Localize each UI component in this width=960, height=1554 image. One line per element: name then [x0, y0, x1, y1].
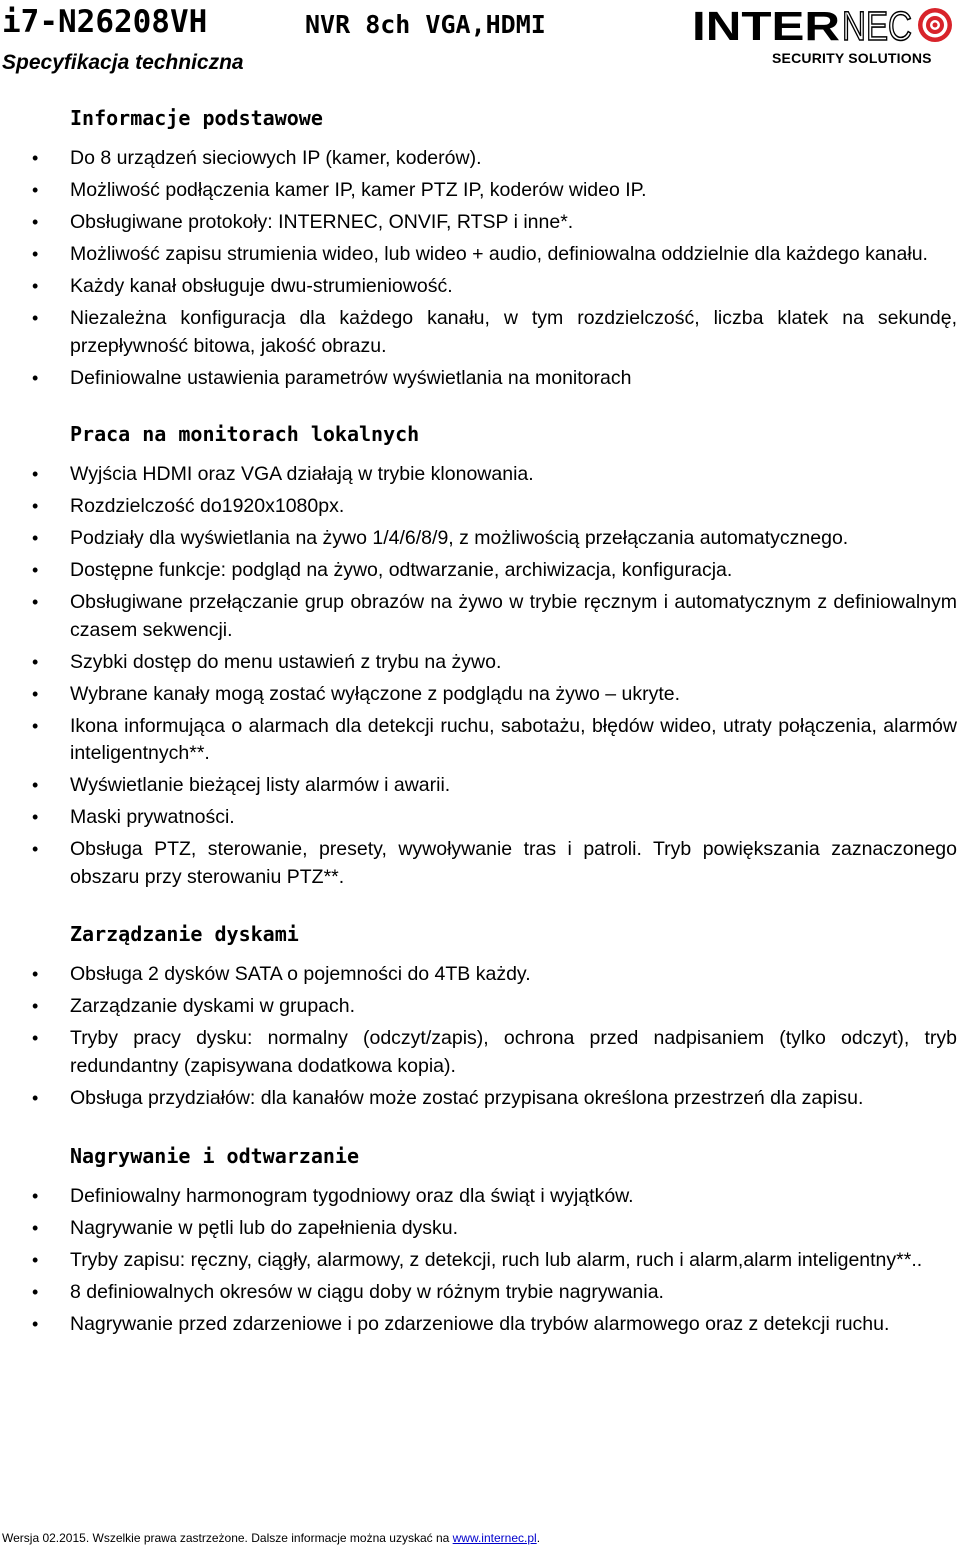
- product-name: NVR 8ch VGA,HDMI: [305, 10, 546, 39]
- feature-list: [0, 461, 960, 891]
- section-local-monitors: [0, 420, 960, 891]
- internec-logo-wordmark: [692, 4, 954, 46]
- section-title: Praca na monitorach lokalnych: [70, 422, 420, 446]
- list-item: • 8 definiowalnych okresów w ciągu doby w różnym trybie nagrywania.: [0, 1279, 960, 1307]
- list-item: • Obsługa przydziałów: dla kanałów może zostać przypisana określona przestrzeń dla zapisu.: [0, 1085, 960, 1113]
- section-disk-management: [0, 920, 960, 1112]
- logo-tagline: SECURITY SOLUTIONS: [772, 50, 932, 66]
- document-subtitle: Specyfikacja techniczna: [2, 51, 244, 74]
- list-item: • Wybrane kanały mogą zostać wyłączone z podglądu na żywo – ukryte.: [0, 681, 960, 709]
- list-item: • Obsługa 2 dysków SATA o pojemności do 4TB każdy.: [0, 961, 960, 989]
- svg-text:INTER: INTER: [692, 4, 840, 46]
- list-item: • Obsługiwane protokoły: INTERNEC, ONVIF, RTSP i inne*.: [0, 209, 960, 237]
- list-item: • Możliwość podłączenia kamer IP, kamer PTZ IP, koderów wideo IP.: [0, 177, 960, 205]
- document-header: [0, 0, 960, 90]
- list-item: • Wyjścia HDMI oraz VGA działają w trybie klonowania.: [0, 461, 960, 489]
- feature-list: [0, 961, 960, 1112]
- feature-list: [0, 1183, 960, 1339]
- page-footer: [2, 1531, 540, 1545]
- website-link[interactable]: www.internec.pl: [452, 1531, 537, 1545]
- section-basic-info: [0, 104, 960, 392]
- list-item: • Zarządzanie dyskami w grupach.: [0, 993, 960, 1021]
- list-item: • Możliwość zapisu strumienia wideo, lub wideo + audio, definiowalna oddzielnie dla każdego kanału.: [0, 241, 960, 269]
- list-item: • Definiowalne ustawienia parametrów wyświetlania na monitorach: [0, 365, 960, 393]
- internec-logo: [692, 4, 954, 68]
- feature-list: [0, 145, 960, 392]
- list-item: • Definiowalny harmonogram tygodniowy oraz dla świąt i wyjątków.: [0, 1183, 960, 1211]
- svg-text:NEC: NEC: [842, 4, 912, 46]
- section-title: Informacje podstawowe: [70, 106, 323, 130]
- model-number: i7-N26208VH: [2, 4, 208, 40]
- specification-content: [0, 104, 960, 1343]
- section-title: Zarządzanie dyskami: [70, 922, 299, 946]
- section-title: Nagrywanie i odtwarzanie: [70, 1144, 359, 1168]
- list-item: • Maski prywatności.: [0, 804, 960, 832]
- section-recording-playback: [0, 1142, 960, 1339]
- list-item: • Obsługiwane przełączanie grup obrazów na żywo w trybie ręcznym i automatycznym z definiowalnym czasem sekwencji.: [0, 589, 960, 644]
- list-item: • Wyświetlanie bieżącej listy alarmów i awarii.: [0, 772, 960, 800]
- list-item: • Niezależna konfiguracja dla każdego kanału, w tym rozdzielczość, liczba klatek na sekundę, przepływność bitowa, jakość obrazu.: [0, 305, 960, 360]
- list-item: • Nagrywanie przed zdarzeniowe i po zdarzeniowe dla trybów alarmowego oraz z detekcji ruchu.: [0, 1311, 960, 1339]
- list-item: • Ikona informująca o alarmach dla detekcji ruchu, sabotażu, błędów wideo, utraty połączenia, alarmów inteligentnych**.: [0, 713, 960, 768]
- footer-text: Wersja 02.2015. Wszelkie prawa zastrzeżone. Dalsze informacje można uzyskać na: [2, 1531, 453, 1545]
- list-item: • Tryby pracy dysku: normalny (odczyt/zapis), ochrona przed nadpisaniem (tylko odczyt), tryb redundantny (zapisywana dodatkowa kopia).: [0, 1025, 960, 1080]
- list-item: • Każdy kanał obsługuje dwu-strumieniowość.: [0, 273, 960, 301]
- list-item: • Podziały dla wyświetlania na żywo 1/4/6/8/9, z możliwością przełączania automatycznego.: [0, 525, 960, 553]
- logo-target-icon: [918, 8, 952, 42]
- list-item: • Obsługa PTZ, sterowanie, presety, wywoływanie tras i patroli. Tryb powiększania zaznaczonego obszaru przy sterowaniu PTZ**.: [0, 836, 960, 891]
- list-item: • Do 8 urządzeń sieciowych IP (kamer, koderów).: [0, 145, 960, 173]
- list-item: • Tryby zapisu: ręczny, ciągły, alarmowy, z detekcji, ruch lub alarm, ruch i alarm,alarm inteligentny**..: [0, 1247, 960, 1275]
- list-item: • Nagrywanie w pętli lub do zapełnienia dysku.: [0, 1215, 960, 1243]
- list-item: • Szybki dostęp do menu ustawień z trybu na żywo.: [0, 649, 960, 677]
- list-item: • Dostępne funkcje: podgląd na żywo, odtwarzanie, archiwizacja, konfiguracja.: [0, 557, 960, 585]
- list-item: • Rozdzielczość do1920x1080px.: [0, 493, 960, 521]
- footer-suffix: .: [536, 1531, 541, 1545]
